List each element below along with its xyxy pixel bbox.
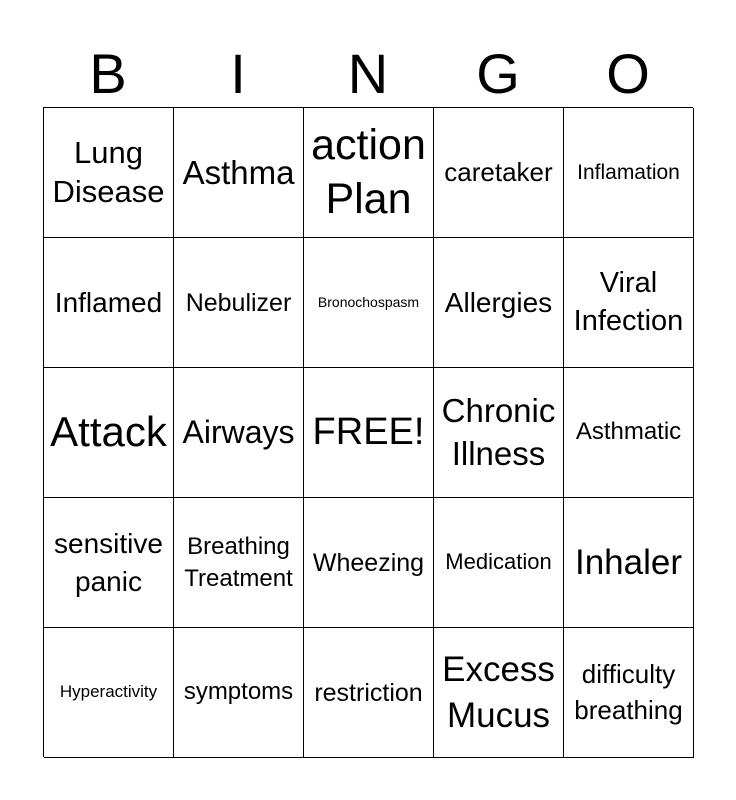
bingo-cell-r3-c4[interactable] (434, 368, 564, 498)
cell-text: Allergies (444, 286, 553, 318)
cell-text: Breathing Treatment (184, 533, 293, 592)
cell-text: sensitive panic (54, 527, 163, 597)
cell-text: Airways (182, 414, 295, 451)
cell-text: Hyperactivity (59, 682, 158, 702)
bingo-cell-r3-c3[interactable] (304, 368, 434, 498)
cell-text: FREE! (312, 410, 425, 453)
bingo-header (43, 40, 693, 108)
cell-text: Attack (50, 408, 167, 456)
bingo-cell-r4-c1[interactable] (44, 498, 174, 628)
cell-text: Inflamed (54, 286, 163, 318)
cell-text: Inhaler (574, 542, 683, 582)
bingo-cell-r5-c1[interactable] (44, 628, 174, 758)
cell-text: Viral Infection (573, 266, 684, 337)
header-letter-o: O (606, 42, 650, 105)
cell-text: Wheezing (312, 548, 425, 577)
bingo-cell-r2-c4[interactable] (434, 238, 564, 368)
header-letter-i: I (230, 42, 246, 105)
bingo-cell-r4-c4[interactable] (434, 498, 564, 628)
bingo-cell-r5-c5[interactable] (564, 628, 694, 758)
bingo-cell-r3-c5[interactable] (564, 368, 694, 498)
bingo-cell-r5-c2[interactable] (174, 628, 304, 758)
bingo-cell-r4-c3[interactable] (304, 498, 434, 628)
bingo-cell-r2-c2[interactable] (174, 238, 304, 368)
bingo-cell-r2-c3[interactable] (304, 238, 434, 368)
bingo-cell-r5-c4[interactable] (434, 628, 564, 758)
cell-text: restriction (314, 678, 423, 707)
cell-text: Excess Mucus (442, 650, 555, 735)
cell-text: symptoms (183, 678, 294, 706)
cell-text: Inflamation (577, 160, 680, 184)
bingo-cell-r1-c1[interactable] (44, 108, 174, 238)
bingo-cell-r3-c1[interactable] (44, 368, 174, 498)
cell-text: Asthmatic (575, 418, 682, 446)
bingo-cell-r1-c5[interactable] (564, 108, 694, 238)
bingo-cell-r4-c5[interactable] (564, 498, 694, 628)
bingo-cell-r1-c3[interactable] (304, 108, 434, 238)
cell-text: caretaker (444, 156, 553, 187)
cell-text: difficulty breathing (574, 659, 683, 725)
bingo-cell-r3-c2[interactable] (174, 368, 304, 498)
cell-text: Medication (445, 549, 552, 575)
bingo-cell-r2-c5[interactable] (564, 238, 694, 368)
bingo-board (43, 107, 693, 757)
bingo-cell-r1-c2[interactable] (174, 108, 304, 238)
cell-text: Lung Disease (52, 134, 165, 209)
bingo-cell-r4-c2[interactable] (174, 498, 304, 628)
cell-text: Nebulizer (185, 288, 292, 317)
cell-text: action Plan (311, 120, 426, 223)
cell-text: Chronic Illness (441, 391, 556, 472)
cell-text: Bronochospasm (317, 294, 420, 311)
header-letter-b: B (89, 42, 127, 105)
cell-text: Asthma (182, 153, 295, 191)
header-letter-n: N (347, 42, 389, 105)
bingo-cell-r2-c1[interactable] (44, 238, 174, 368)
bingo-cell-r1-c4[interactable] (434, 108, 564, 238)
bingo-cell-r5-c3[interactable] (304, 628, 434, 758)
header-letter-g: G (476, 42, 520, 105)
